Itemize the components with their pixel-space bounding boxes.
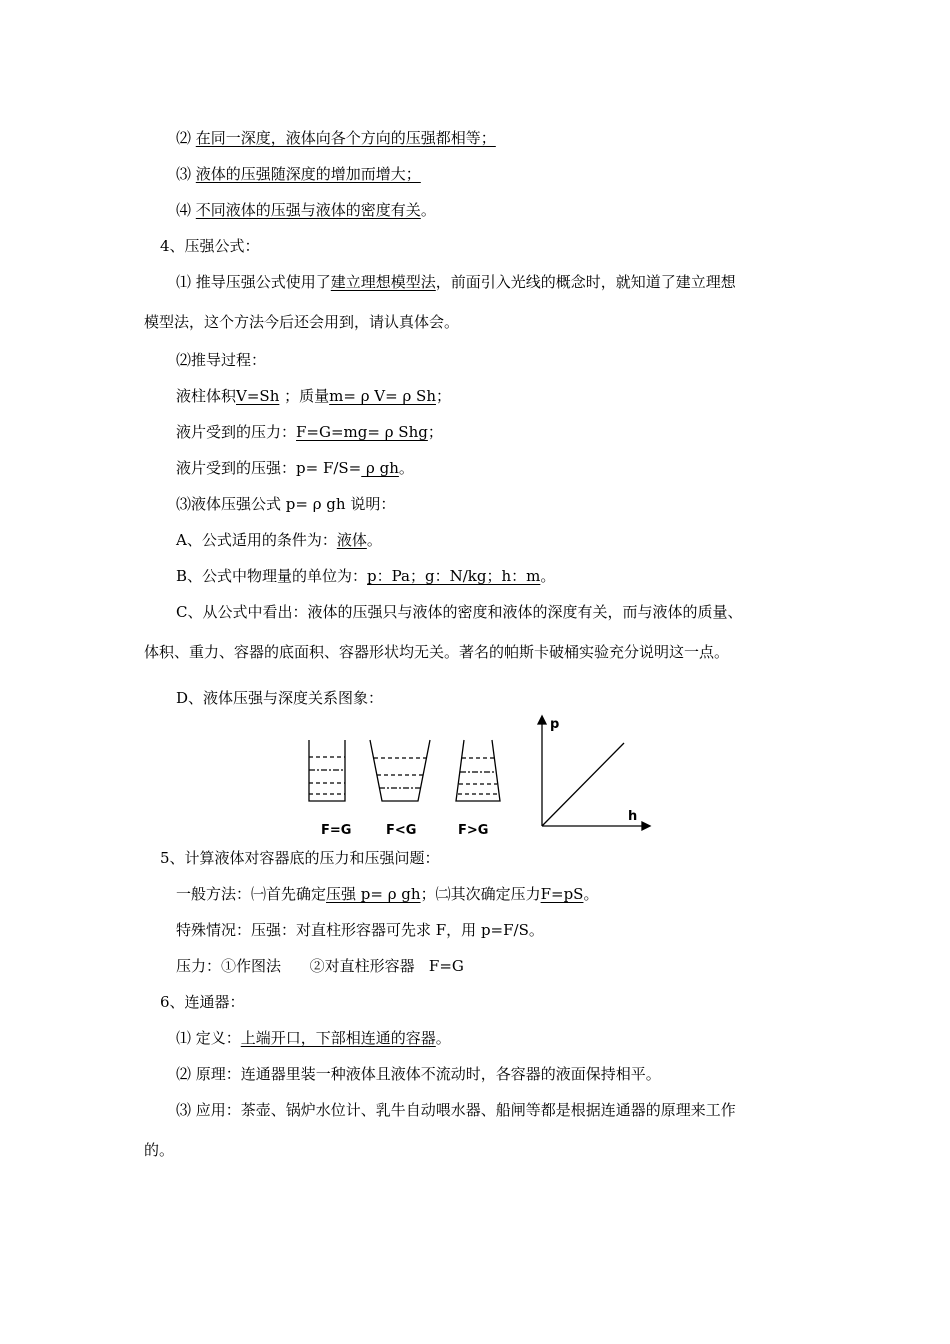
volume-line — [176, 386, 451, 406]
general-step1-label: 一般方法：㈠首先确定 — [176, 885, 327, 903]
point-b-label: B、公式中物理量的单位为： — [176, 567, 368, 585]
section-4-2: ⑵推导过程： — [176, 351, 267, 369]
special-case: 特殊情况：压强：对直柱形容器可先求 F，用 p=F/S。 — [176, 921, 544, 939]
definition — [176, 1028, 451, 1048]
volume-end: ； — [435, 387, 451, 405]
container-narrow-top — [456, 740, 500, 801]
section-6-title: 6、连通器： — [160, 993, 245, 1011]
graph-x-arrow — [642, 822, 650, 830]
mass-formula: m= ρ V= ρ Sh — [329, 387, 436, 405]
point-a-end: 。 — [366, 531, 382, 549]
section-4-title: 4、压强公式： — [160, 237, 260, 255]
principle: ⑵ 原理：连通器里装一种液体且液体不流动时，各容器的液面保持相平。 — [176, 1065, 661, 1083]
s4-1-method: 建立理想模型法 — [330, 273, 436, 291]
label-f-equals-g: F=G — [321, 823, 352, 838]
item-2 — [176, 128, 496, 148]
point-a — [176, 530, 382, 550]
item-4-number: ⑷ — [176, 201, 192, 219]
force-formula: F=G=mg= ρ Shg — [296, 423, 428, 441]
pressure-line — [176, 458, 414, 478]
graph-line — [542, 743, 624, 826]
graph-x-label: h — [628, 809, 638, 824]
volume-label: 液柱体积 — [176, 387, 237, 405]
general-step2-label: ；㈡其次确定压力 — [420, 885, 541, 903]
volume-formula: V=Sh — [236, 387, 280, 405]
graph-y-arrow — [538, 716, 546, 724]
pressure-depth-figure — [300, 712, 660, 842]
point-a-answer: 液体 — [336, 531, 367, 549]
point-b-end: 。 — [540, 567, 556, 585]
general-step2-formula: F=pS — [540, 885, 584, 903]
item-3-text: 液体的压强随深度的增加而增大； — [195, 165, 421, 183]
pressure-label: 液片受到的压强：p= F/S= — [176, 459, 362, 477]
graph-y-label: p — [550, 717, 560, 732]
application-line1: ⑶ 应用：茶壶、锅炉水位计、乳牛自动喂水器、船闸等都是根据连通器的原理来工作 — [176, 1101, 736, 1119]
item-3-number: ⑶ — [176, 165, 192, 183]
container-straight — [309, 740, 345, 801]
item-2-number: ⑵ — [176, 129, 192, 147]
definition-text: 上端开口，下部相连通的容器 — [240, 1029, 436, 1047]
point-a-label: A、公式适用的条件为： — [176, 531, 337, 549]
point-c-line1: C、从公式中看出：液体的压强只与液体的密度和液体的深度有关，而与液体的质量、 — [176, 603, 743, 621]
general-method — [176, 884, 598, 904]
item-2-text: 在同一深度，液体向各个方向的压强都相等； — [195, 129, 496, 147]
pressure-force-line: 压力：①作图法 ②对直柱形容器 F=G — [176, 957, 464, 975]
label-f-less-g: F<G — [386, 823, 417, 838]
general-step1-formula: 压强 p= ρ gh — [326, 885, 421, 903]
label-f-greater-g: F>G — [458, 823, 489, 838]
item-4-end: 。 — [420, 201, 436, 219]
section-5-title: 5、计算液体对容器底的压力和压强问题： — [160, 849, 440, 867]
force-line — [176, 422, 443, 442]
s4-1-prefix: ⑴ 推导压强公式使用了 — [176, 273, 331, 291]
point-b — [176, 566, 555, 586]
pressure-end: 。 — [398, 459, 414, 477]
point-b-answer: p：Pa；g：N/kg；h：m — [367, 567, 541, 585]
section-4-3: ⑶液体压强公式 p= ρ gh 说明： — [176, 495, 396, 513]
point-d: D、液体压强与深度关系图象： — [176, 689, 384, 707]
item-4-text: 不同液体的压强与液体的密度有关 — [195, 201, 421, 219]
point-c-line2: 体积、重力、容器的底面积、容器形状均无关。著名的帕斯卡破桶实验充分说明这一点。 — [144, 643, 730, 661]
s4-1-suffix: ，前面引入光线的概念时，就知道了建立理想 — [435, 273, 736, 291]
definition-end: 。 — [435, 1029, 451, 1047]
section-4-1-line2: 模型法，这个方法今后还会用到，请认真体会。 — [144, 313, 460, 331]
item-4 — [176, 200, 436, 220]
application-line2: 的。 — [144, 1141, 175, 1159]
pressure-formula: ρ gh — [361, 459, 399, 477]
force-label: 液片受到的压力： — [176, 423, 297, 441]
section-4-1-line1 — [176, 272, 736, 292]
general-end: 。 — [583, 885, 599, 903]
force-end: ； — [427, 423, 443, 441]
item-3 — [176, 164, 421, 184]
mass-label: ；质量 — [279, 387, 330, 405]
definition-label: ⑴ 定义： — [176, 1029, 241, 1047]
container-wide-top — [370, 740, 430, 801]
